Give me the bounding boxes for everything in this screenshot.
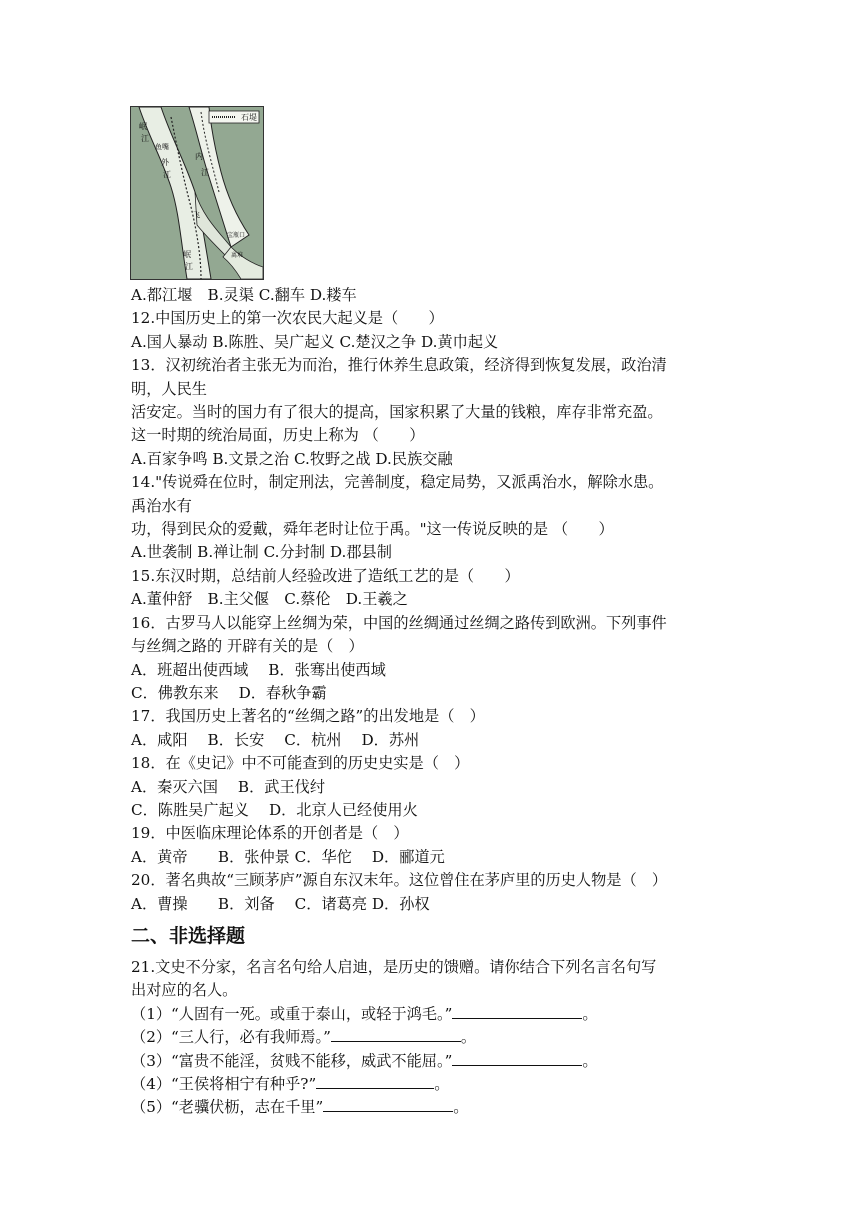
- map-label-feishayan: 飞: [193, 211, 200, 219]
- q19-stem: 19．中医临床理论体系的开创者是（ ）: [131, 824, 409, 843]
- q15-options: A.董仲舒 B.主父偃 C.蔡伦 D.王羲之: [131, 590, 408, 609]
- q13-stem-1: 13．汉初统治者主张无为而治，推行休养生息政策，经济得到恢复发展，政治清: [131, 356, 667, 375]
- q21-item-2: [131, 1026, 741, 1049]
- map-label-jiang: 江: [141, 134, 149, 143]
- section-heading: 二、非选择题: [131, 924, 246, 947]
- q21-item-text: （2）“三人行，必有我师焉。”: [131, 1028, 331, 1047]
- q21-stem-1: 21.文史不分家，名言名句给人启迪，是历史的馈赠。请你结合下列名言名句写: [131, 957, 657, 976]
- map-label-scale: 石堤: [241, 113, 257, 122]
- answer-blank[interactable]: [452, 1051, 582, 1066]
- q12-stem: 12.中国历史上的第一次农民大起义是（ ）: [131, 309, 444, 328]
- map-drawing: [131, 107, 263, 279]
- map-label-bottom-jiang: 江: [185, 262, 193, 271]
- map-label-lidui: 离堆: [231, 252, 244, 259]
- question-list: [131, 284, 741, 1120]
- q21-item-text: （1）“人固有一死。或重于泰山，或轻于鸿毛。”: [131, 1004, 453, 1023]
- q16-options-1: A．班超出使西域 B．张骞出使西域: [131, 660, 386, 679]
- q14-stem-3: 功，得到民众的爱戴，舜年老时让位于禹。"这一传说反映的是 （ ）: [131, 520, 614, 539]
- q21-item-4: [131, 1073, 741, 1096]
- q17-stem: 17．我国历史上著名的“丝绸之路”的出发地是（ ）: [131, 707, 485, 726]
- map-label-wai: 外: [161, 158, 169, 167]
- q21-item-end: 。: [434, 1075, 450, 1093]
- q16-stem-1: 16．古罗马人以能穿上丝绸为荣，中国的丝绸通过丝绸之路传到欧洲。下列事件: [131, 613, 667, 632]
- q21-item-3: [131, 1050, 741, 1073]
- q13-options: A.百家争鸣 B.文景之治 C.牧野之战 D.民族交融: [131, 449, 453, 468]
- q21-item-text: （3）“富贵不能淫，贫贱不能移，威武不能屈。”: [131, 1051, 453, 1070]
- q21-item-text: （4）“王侯将相宁有种乎?”: [131, 1075, 317, 1093]
- map-label-bottom-min: 岷: [183, 250, 191, 259]
- q21-item-end: 。: [582, 1004, 598, 1023]
- q14-stem-2: 禹治水有: [131, 496, 192, 515]
- q11-options: A.都江堰 B.灵渠 C.翻车 D.耧车: [131, 286, 357, 304]
- map-label-yuzui: 鱼嘴: [155, 143, 169, 151]
- q14-options: A.世袭制 B.禅让制 C.分封制 D.郡县制: [131, 543, 392, 562]
- q21-item-5: [131, 1096, 741, 1119]
- answer-blank[interactable]: [452, 1004, 582, 1019]
- map-label-baopingkou: 宝瓶口: [227, 232, 246, 239]
- q21-item-1: [131, 1003, 741, 1026]
- q18-stem: 18．在《史记》中不可能查到的历史史实是（ ）: [131, 754, 470, 773]
- map-label-wai-jiang: 江: [163, 170, 171, 179]
- q16-stem-2: 与丝绸之路的 开辟有关的是（ ）: [131, 637, 364, 656]
- q21-stem-2: 出对应的名人。: [131, 981, 238, 1000]
- q15-stem: 15.东汉时期，总结前人经验改进了造纸工艺的是（ ）: [131, 566, 520, 585]
- q17-options: A．咸阳 B．长安 C．杭州 D．苏州: [131, 730, 420, 749]
- answer-blank[interactable]: [331, 1027, 461, 1042]
- q21-item-end: 。: [582, 1051, 598, 1070]
- q20-options: A．曹操 B．刘备 C．诸葛亮 D．孙权: [131, 894, 430, 913]
- map-label-min: 岷: [139, 122, 147, 131]
- q21-item-end: 。: [453, 1098, 469, 1117]
- answer-blank[interactable]: [316, 1074, 434, 1089]
- q13-stem-2: 明，人民生: [131, 379, 207, 398]
- dujiangyan-map: [130, 106, 264, 280]
- q14-stem-1: 14."传说舜在位时，制定刑法，完善制度，稳定局势，又派禹治水，解除水患。: [131, 473, 664, 492]
- q19-options: A．黄帝 B．张仲景 C．华佗 D．郦道元: [131, 847, 445, 866]
- q18-options-1: A．秦灭六国 B．武王伐纣: [131, 777, 326, 796]
- q20-stem: 20．著名典故“三顾茅庐”源自东汉末年。这位曾住在茅庐里的历史人物是（ ）: [131, 871, 668, 890]
- answer-blank[interactable]: [323, 1097, 453, 1112]
- q13-stem-4: 这一时期的统治局面，历史上称为 （ ）: [131, 426, 425, 445]
- map-label-nei: 内: [195, 152, 203, 161]
- q16-options-2: C．佛教东来 D．春秋争霸: [131, 683, 327, 702]
- q18-options-2: C．陈胜吴广起义 D．北京人已经使用火: [131, 800, 418, 819]
- q21-item-text: （5）“老骥伏枥，志在千里”: [131, 1098, 324, 1117]
- map-label-nei-jiang: 江: [201, 168, 209, 177]
- q12-options: A.国人暴动 B.陈胜、吴广起义 C.楚汉之争 D.黄巾起义: [131, 332, 499, 351]
- q13-stem-3: 活安定。当时的国力有了很大的提高，国家积累了大量的钱粮，库存非常充盈。: [131, 403, 663, 422]
- q21-item-end: 。: [460, 1028, 477, 1047]
